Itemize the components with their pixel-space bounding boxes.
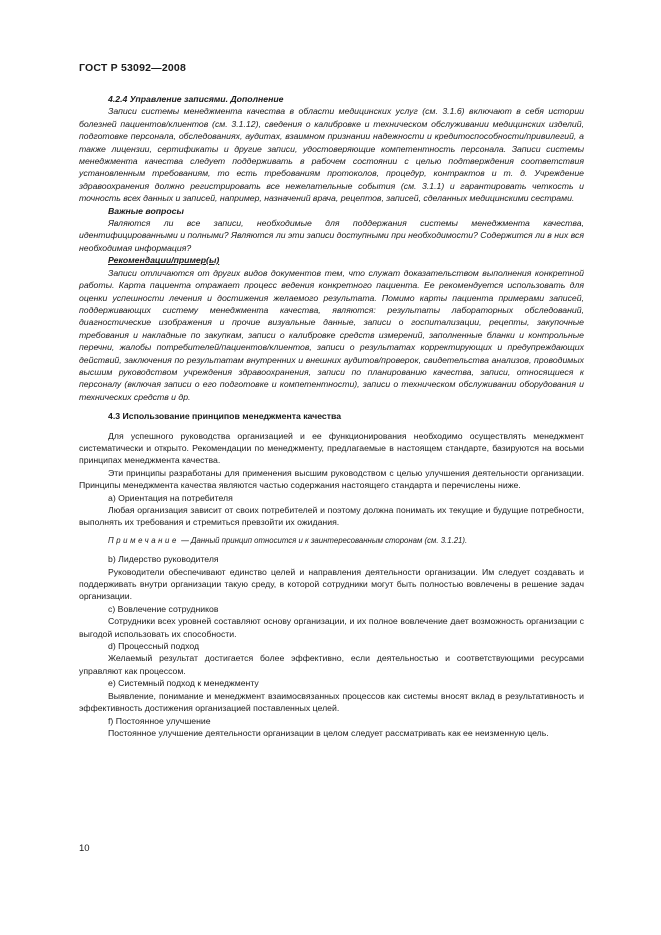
principle-a-title: a) Ориентация на потребителя [108,492,233,503]
principle-f-title: f) Постоянное улучшение [108,715,211,726]
principle-d-text: Желаемый результат достигается более эффективно, если деятельностью и соответствующими ресурсами управляют как процессом. [79,653,584,676]
section-4-2-4-paragraph: Записи системы менеджмента качества в области медицинских услуг (см. 3.1.6) включают в себя истории болезней пациентов/клиентов (см. 3.1.12), сведения о калибровке и техническом обслуживании медицинских изделий, подготовке персонала, обследованиях, аудитах, взаимном признании надежности и кредитоспособности/привилегий, а также лицензии, сертификаты и другие записи, удостоверяющие компетентность персонала. Записи системы менеджмента качества следует поддерживать в рабочем состоянии с целью подтверждения соответствия установленным требованиям, то есть требованиям протоколов, процедур, контрактов и т. д. Учреждение здравоохранения должно регистрировать все нежелательные события (см. 3.1.1) и гарантировать четкость и точность всех данных и записей, например, назначений врача, рецептов, записей, сделанных медицинскими сестрами. [79,106,584,204]
section-4-2-4-title: 4.2.4 Управление записями. Дополнение [108,94,284,104]
section-4-3-paragraph-2: Эти принципы разработаны для применения высшим руководством с целью улучшения деятельности организации. Принципы менеджмента качества являются частью содержания настоящего стандарта и перечислены ниже. [79,467,584,491]
document-code: ГОСТ Р 53092—2008 [79,62,187,74]
principle-e-text: Выявление, понимание и менеджмент взаимосвязанных процессов как системы вносят вклад в результативность и эффективность достижения организацией поставленных целей. [79,690,584,714]
note-label: Примечание [108,535,179,545]
page-number: 10 [79,843,90,854]
principle-c-title: c) Вовлечение сотрудников [108,603,219,614]
section-4-3-paragraph-1: Для успешного руководства организацией и ее функционирования необходимо осуществлять менеджмент систематически и открыто. Рекомендации по менеджменту, предлагаемые в настоящем стандарте, базируются на восьми принципах менеджмента качества. [79,430,584,466]
principle-d-title: d) Процессный подход [108,641,200,652]
principle-a-text: Любая организация зависит от своих потребителей и поэтому должна понимать их текущие и будущие потребности, выполнять их требования и стремиться превзойти их ожидания. [79,505,584,528]
principle-e-title: e) Системный подход к менеджменту [108,678,259,689]
note [79,535,584,547]
section-4-3-title: 4.3 Использование принципов менеджмента качества [108,411,342,422]
important-questions-title: Важные вопросы [108,205,184,216]
recommendations-title: Рекомендации/пример(ы) [108,255,220,266]
principle-c-text: Сотрудники всех уровней составляют основу организации, и их полное вовлечение дает возможность организации с выгодой использовать их способности. [79,616,584,639]
important-questions-text: Являются ли все записи, необходимые для поддержания системы менеджмента качества, идентифицированными и полными? Являются ли эти записи доступными при необходимости? Содержится ли в них вся необходимая информация? [79,218,584,253]
principle-b-text: Руководители обеспечивают единство целей и направления деятельности организации. Им следует создавать и поддерживать внутри организации такую среду, в которой сотрудники могут быть полностью вовлечены в решение задач организации. [79,566,584,602]
principle-b-title: b) Лидерство руководителя [108,554,219,565]
recommendations-text: Записи отличаются от других видов документов тем, что служат доказательством выполнения конкретной работы. Карта пациента отражает процесс ведения конкретного пациента. Ее рекомендуется использовать для оценки успешности лечения и достижения желаемого результата. Помимо карты пациента примерами записей, поддерживающих систему менеджмента качества, являются: результаты лабораторных обследований, диагностические изображения и прочие визуальные данные, записи о госпитализации, рецепты, закупочные требования и накладные по закупкам, записи о калибровке средств измерений, заполненные бланки и контрольные перечни, жалобы потребителей/пациентов/клиентов, записи о результатах корректирующих и предупреждающих действий, заключения по результатам внутренних и внешних аудитов/проверок, свидетельства анализов, проводимых высшим руководством учреждения здравоохранения, записи по планированию качества, записи, относящиеся к персоналу (включая записи о его подготовке и компетентности), записи о техническом обслуживании оборудования и технических средств и др. [79,267,584,402]
principle-f-text: Постоянное улучшение деятельности организации в целом следует рассматривать как ее неизменную цель. [108,727,549,738]
page-body [79,93,584,739]
note-text: — Данный принцип относится и к заинтересованным сторонам (см. 3.1.21). [178,535,468,545]
